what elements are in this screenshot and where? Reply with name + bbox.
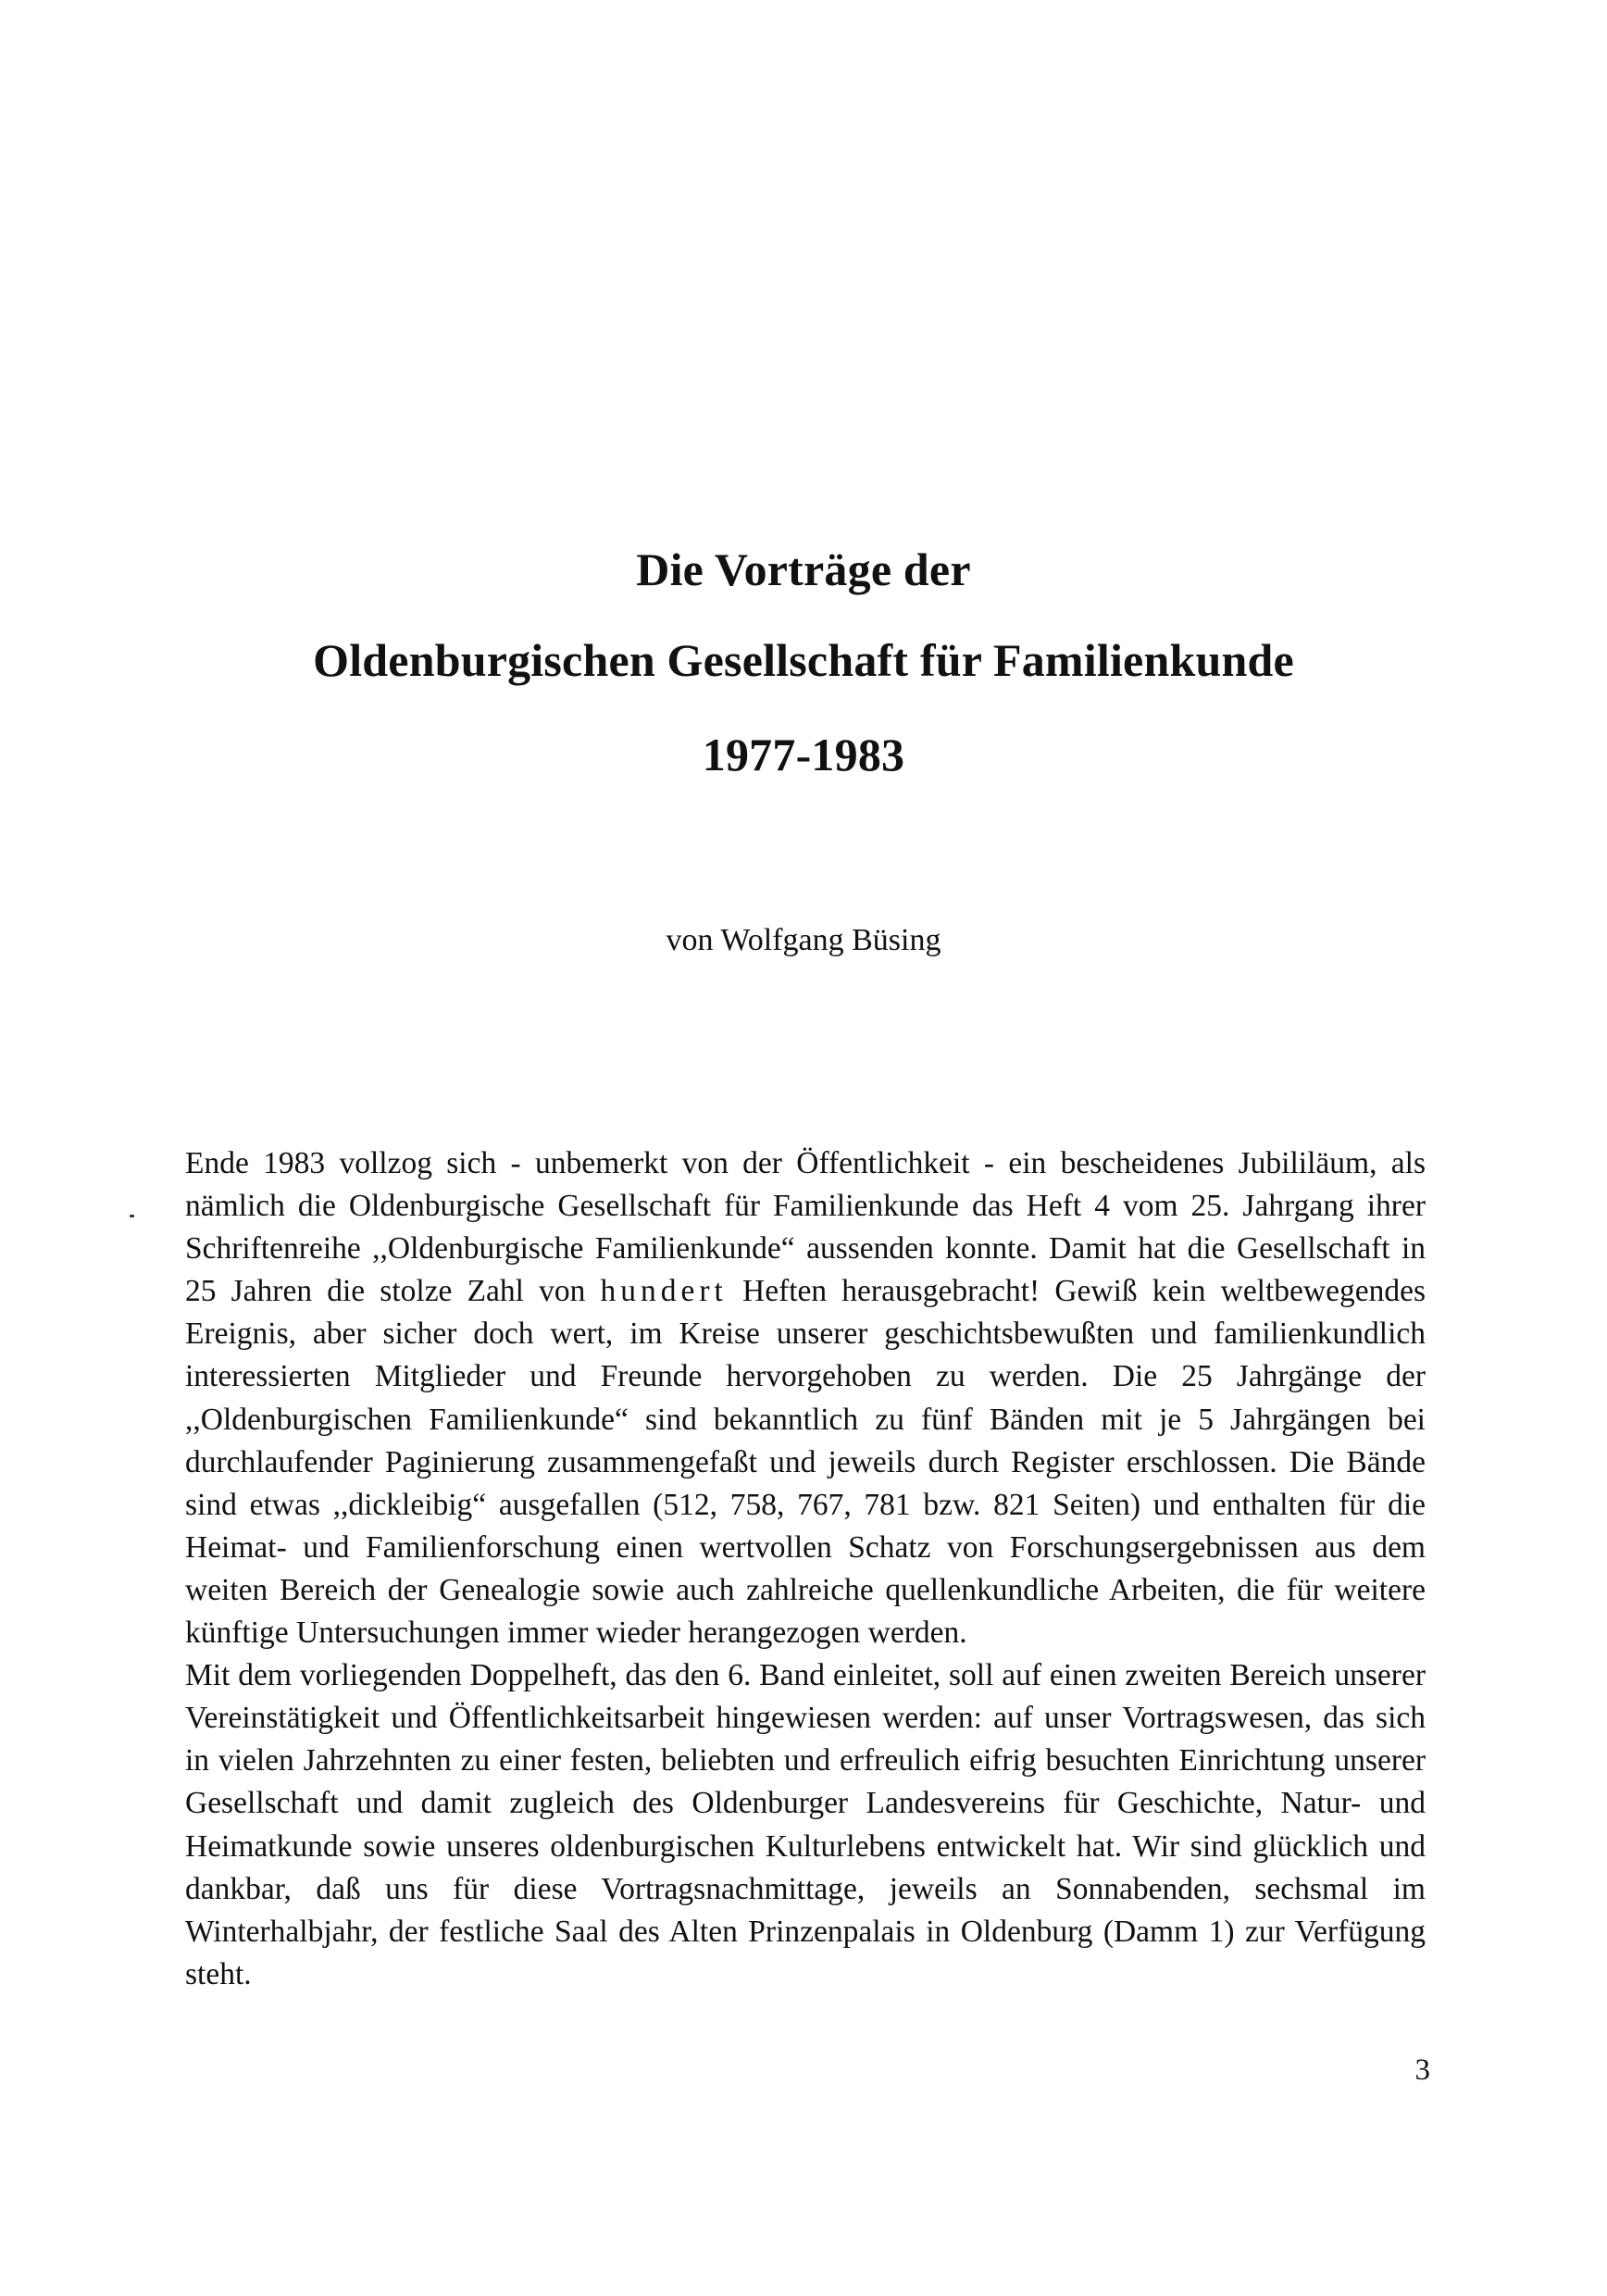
title-line-2: Oldenburgischen Gesellschaft für Familienkunde [313, 634, 1294, 686]
author-byline: von Wolfgang Büsing [666, 923, 941, 957]
scan-speck [130, 1215, 134, 1217]
page-number: 3 [1414, 2053, 1430, 2087]
paragraph-2: Mit dem vorliegenden Doppelheft, das den 6. Band einleitet, soll auf einen zweiten Bereich unserer Vereinstätigkeit und Öffentlichkeitsarbeit hingewiesen werden: auf unser Vortragswesen, das sich in vielen Jahrzehnten zu einer festen, beliebten und erfreulich eifrig besuchten Einrichtung unserer Gesellschaft und damit zugleich des Oldenburger Landesvereins für Geschichte, Natur- und Heimatkunde sowie unseres oldenburgischen Kulturlebens entwickelt hat. Wir sind glücklich und dankbar, daß uns für diese Vortragsnachmittage, jeweils an Sonnabenden, sechsmal im Winterhalbjahr, der festliche Saal des Alten Prinzenpalais in Oldenburg (Damm 1) zur Verfügung steht. [185, 1658, 1426, 1991]
paragraph-1-part-1: Ende 1983 vollzog sich - unbemerkt von der Öffentlichkeit - ein bescheidenes Jubililäum, als nämlich die Oldenburgische Gesellschaft für Familienkunde das Heft 4 vom 25. Jahrgang ihrer Schriftenreihe ,,Oldenburgische Familienkunde“ aussenden konnte. Damit hat die Gesellschaft in 25 Jahren die stolze Zahl von [185, 1146, 1426, 1309]
paragraph-1-emphasis: hundert [600, 1274, 728, 1309]
paragraph-1 [185, 1142, 1426, 1654]
body-text [185, 1142, 1426, 1996]
paragraph-1-part-2: Heften herausgebracht! Gewiß kein weltbewegendes Ereignis, aber sicher doch wert, im Kreise unserer geschichtsbewußten und familienkundlich interessierten Mitglieder und Freunde hervorgehoben zu werden. Die 25 Jahrgänge der ,,Oldenburgischen Familienkunde“ sind bekanntlich zu fünf Bänden mit je 5 Jahrgängen bei durchlaufender Paginierung zusammengefaßt und jeweils durch Register erschlossen. Die Bände sind etwas ,,dickleibig“ ausgefallen (512, 758, 767, 781 bzw. 821 Seiten) und enthalten für die Heimat- und Familienforschung einen wertvollen Schatz von Forschungsergebnissen aus dem weiten Bereich der Genealogie sowie auch zahlreiche quellenkundliche Arbeiten, die für weitere künftige Untersuchungen immer wieder herangezogen werden. [185, 1274, 1426, 1651]
title-line-3: 1977-1983 [702, 729, 905, 780]
title-line-1: Die Vorträge der [636, 543, 971, 595]
